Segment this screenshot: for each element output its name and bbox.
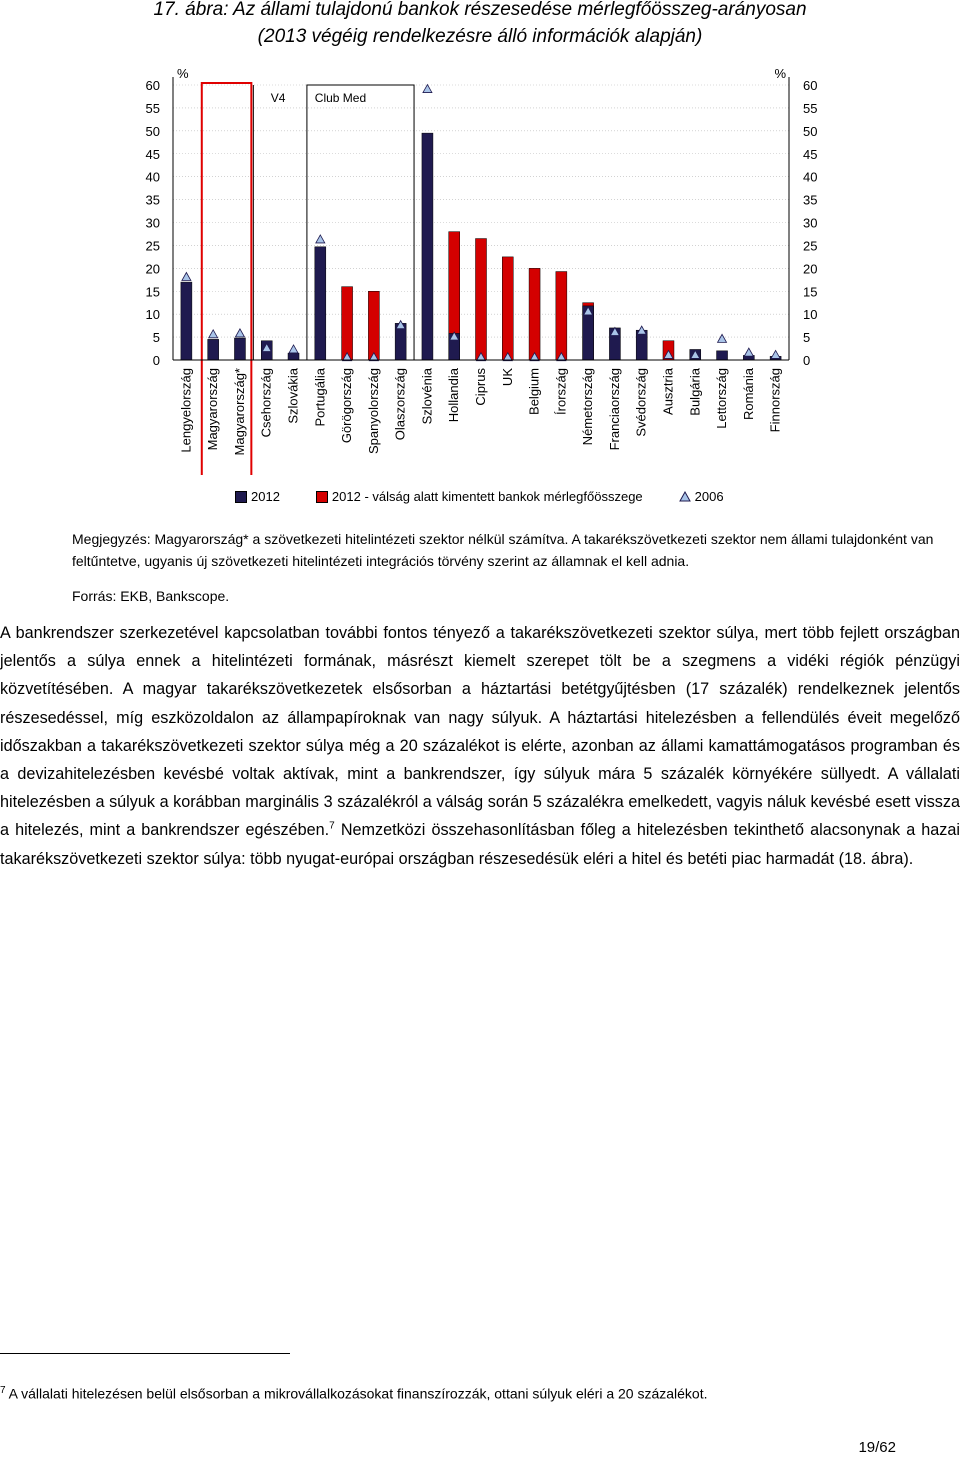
category-label: Szlovénia (419, 368, 435, 425)
bar-2012-9 (422, 133, 433, 360)
category-label: Ciprus (473, 368, 488, 406)
y-tick-label-right: 40 (803, 169, 818, 185)
y-unit-left: % (177, 66, 189, 81)
category-label: Hollandia (446, 368, 462, 423)
category-label: Bulgária (687, 368, 703, 416)
footnote (0, 1381, 960, 1404)
footnote-ref[interactable]: 7 (329, 821, 335, 833)
bar-2012-5 (315, 247, 326, 360)
legend-label-2012: 2012 (251, 489, 280, 504)
bar-2012-17 (636, 330, 647, 360)
bar-2012-20 (717, 351, 728, 360)
footnote-text: A vállalati hitelezésen belül elsősorban a mikrovállalkozásokat finanszírozzák, ottani súlyuk eléri a 20 százalékot. (5, 1385, 708, 1402)
y-tick-label-left: 10 (145, 307, 160, 323)
bar-rescued-12 (502, 257, 513, 360)
legend-item-2012 (235, 489, 280, 504)
category-label: Csehország (258, 368, 274, 438)
category-label: Svédország (633, 368, 649, 437)
y-tick-label-left: 40 (145, 169, 160, 185)
marker-2006-21 (744, 348, 753, 356)
bar-rescued-13 (529, 268, 540, 360)
y-tick-label-right: 25 (803, 238, 818, 254)
y-tick-label-right: 5 (803, 330, 811, 346)
category-label: Lettország (714, 368, 730, 429)
bar-rescued-6 (342, 287, 353, 360)
category-label: Szlovákia (285, 368, 301, 424)
bar-2012-1 (208, 339, 219, 360)
legend-item-2006 (679, 489, 724, 504)
bar-rescued-11 (476, 239, 487, 360)
y-tick-label-left: 15 (145, 284, 160, 300)
category-label: Görögország (339, 368, 355, 444)
bars (181, 133, 781, 360)
body-paragraph (0, 619, 960, 873)
y-tick-label-left: 0 (152, 353, 160, 368)
legend-item-rescued (316, 489, 643, 504)
category-label: Németország (580, 368, 596, 446)
bar-rescued-7 (368, 291, 379, 360)
y-tick-label-right: 10 (803, 307, 818, 323)
y-tick-label-left: 5 (152, 330, 160, 346)
y-tick-label-right: 55 (803, 100, 818, 116)
category-label: Franciaország (606, 368, 622, 451)
footnote-divider (0, 1353, 290, 1354)
bar-2012-2 (234, 338, 245, 360)
marker-2006-5 (316, 235, 325, 243)
y-tick-label-right: 0 (803, 353, 811, 368)
category-label: Lengyelország (178, 368, 194, 453)
chart-source: Forrás: EKB, Bankscope. (72, 588, 230, 604)
y-unit-right: % (774, 66, 786, 81)
paragraph-part-1: A bankrendszer szerkezetével kapcsolatban további fontos tényező a takarékszövetkezeti szektor súlya, mert több fejlett országban jelentős a súlya ennek a hitelintézeti formának, másrészt kiemelt szerepet tölt be a szegmens a vidéki régiók pénzügyi közvetítésében. A magyar takarékszövetkezetek elsősorban a háztartási betétgyűjtésben (17 százalék) rendelkeznek jelentős részesedéssel, míg eszközoldalon az állampapíroknak van nagy súlyuk. A háztartási hitelezésben a fellendülés éveit megelőző időszakban a takarékszövetkezeti szektor súlya még a 20 százalékot is elérte, azonban az állami kamattámogatásos programban és a devizahitelezésben kevésbé voltak aktívak, mint a bankrendszer, így súlyuk mára 5 százalék környékére süllyedt. A vállalati hitelezésben a súlyuk a korábban marginális 3 százalékról a válság során 5 százalékra emelkedett, vagyis náluk kevésbé esett vissza a hitelezés, mint a bankrendszer egészében. (0, 624, 960, 840)
bar-2012-4 (288, 353, 299, 360)
category-label: Spanyolország (365, 368, 381, 454)
bar-2012-0 (181, 282, 192, 360)
category-label: Magyarország (205, 368, 221, 451)
category-label: Magyarország* (231, 368, 247, 456)
y-tick-label-right: 35 (803, 192, 818, 208)
marker-2006-9 (423, 85, 432, 93)
marker-2006-2 (235, 329, 244, 337)
y-tick-label-right: 15 (803, 284, 818, 300)
y-tick-label-left: 55 (145, 100, 160, 116)
legend-swatch-rescued (316, 491, 328, 503)
marker-2006-4 (289, 345, 298, 353)
category-label: Finnország (767, 368, 783, 433)
page-number: 19/62 (858, 1439, 896, 1456)
category-label: Ausztria (660, 368, 676, 415)
legend-triangle-icon (679, 491, 691, 502)
y-tick-label-right: 20 (803, 261, 818, 277)
marker-2006-1 (209, 330, 218, 338)
chart-legend (235, 489, 760, 504)
y-tick-label-left: 30 (145, 215, 160, 231)
y-tick-label-left: 50 (145, 123, 160, 139)
y-tick-label-left: 35 (145, 192, 160, 208)
y-tick-label-left: 25 (145, 238, 160, 254)
figure-title: 17. ábra: Az állami tulajdonú bankok részesedése mérlegfőösszeg-arányosan (153, 0, 807, 20)
group-label-v4: V4 (270, 91, 286, 105)
group-label-club-med: Club Med (314, 91, 367, 105)
category-label: Románia (740, 368, 756, 421)
category-label: Belgium (526, 368, 542, 415)
marker-2006-0 (182, 273, 191, 281)
y-tick-label-right: 50 (803, 123, 818, 139)
y-tick-label-left: 45 (145, 146, 160, 162)
legend-swatch-2012 (235, 491, 247, 503)
y-tick-label-left: 20 (145, 261, 160, 277)
y-tick-label-left: 60 (145, 78, 160, 93)
category-label: Olaszország (392, 368, 408, 441)
category-label: UK (499, 367, 515, 387)
paragraph-part-2: Nemzetközi összehasonlításban főleg a hitelezésben tekinthető alacsonynak a hazai takarékszövetkezeti szektor súlya: több nyugat-európai országban részesedésük eléri a hitel és betéti piac harmadát (18. ábra). (0, 821, 960, 868)
category-labels (178, 367, 782, 455)
legend-label-rescued: 2012 - válság alatt kimentett bankok mérlegfőösszege (331, 489, 643, 504)
y-tick-label-right: 60 (803, 78, 818, 93)
marker-2006-20 (718, 334, 727, 342)
bar-chart (0, 55, 960, 475)
category-label: Portugália (312, 368, 328, 427)
legend-label-2006: 2006 (694, 489, 724, 504)
figure-subtitle: (2013 végéig rendelkezésre álló információk alapján) (257, 26, 703, 47)
y-tick-label-right: 45 (803, 146, 818, 162)
category-label: Írország (553, 368, 569, 415)
y-tick-label-right: 30 (803, 215, 818, 231)
footnote-number: 7 (0, 1385, 6, 1396)
chart-note: Megjegyzés: Magyarország* a szövetkezeti hitelintézeti szektor nélkül számítva. A takarékszövetkezeti szektor nem állami tulajdonként van feltűntetve, ugyanis új szövetkezeti hitelintézeti integrációs törvény szerint az államnak el kell adnia. (72, 531, 934, 569)
bar-rescued-14 (556, 272, 567, 360)
marker-2006-22 (771, 350, 780, 358)
